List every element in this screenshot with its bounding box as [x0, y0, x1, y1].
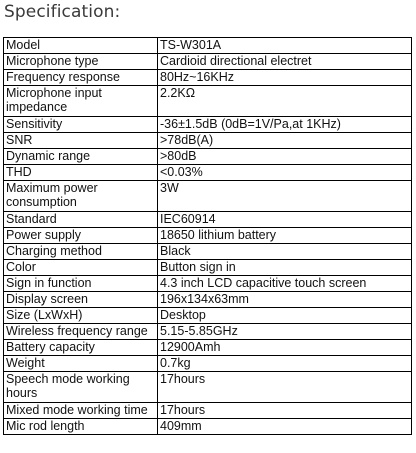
- table-row: [4, 54, 412, 70]
- spec-value: 18650 lithium battery: [158, 228, 412, 244]
- spec-value: <0.03%: [158, 165, 412, 181]
- spec-value: -36±1.5dB (0dB=1V/Pa,at 1KHz): [158, 117, 412, 133]
- spec-label: Microphone type: [4, 54, 158, 70]
- table-row: [4, 38, 412, 54]
- table-row: [4, 403, 412, 419]
- spec-value: 409mm: [158, 419, 412, 435]
- spec-label: Standard: [4, 212, 158, 228]
- page-title: Specification:: [4, 2, 121, 22]
- spec-label: SNR: [4, 133, 158, 149]
- table-row: [4, 165, 412, 181]
- table-row: [4, 372, 412, 403]
- spec-label: Display screen: [4, 292, 158, 308]
- spec-value: 12900Amh: [158, 340, 412, 356]
- table-row: [4, 117, 412, 133]
- spec-value: Desktop: [158, 308, 412, 324]
- spec-value: 17hours: [158, 403, 412, 419]
- specification-table: [3, 37, 412, 435]
- spec-label: THD: [4, 165, 158, 181]
- spec-label: Model: [4, 38, 158, 54]
- spec-value: 196x134x63mm: [158, 292, 412, 308]
- spec-label: Frequency response: [4, 70, 158, 86]
- spec-label: Speech mode working hours: [4, 372, 158, 403]
- spec-label: Microphone input impedance: [4, 86, 158, 117]
- spec-label: Battery capacity: [4, 340, 158, 356]
- spec-label: Color: [4, 260, 158, 276]
- spec-value: 5.15-5.85GHz: [158, 324, 412, 340]
- spec-value: 2.2KΩ: [158, 86, 412, 117]
- table-row: [4, 356, 412, 372]
- spec-label: Sign in function: [4, 276, 158, 292]
- spec-label: Weight: [4, 356, 158, 372]
- spec-value: 17hours: [158, 372, 412, 403]
- table-row: [4, 133, 412, 149]
- table-row: [4, 260, 412, 276]
- spec-label: Wireless frequency range: [4, 324, 158, 340]
- table-row: [4, 292, 412, 308]
- table-row: [4, 86, 412, 117]
- table-row: [4, 212, 412, 228]
- specification-table-body: [4, 38, 412, 435]
- spec-value: Button sign in: [158, 260, 412, 276]
- table-row: [4, 324, 412, 340]
- spec-value: 0.7kg: [158, 356, 412, 372]
- spec-value: 80Hz~16KHz: [158, 70, 412, 86]
- table-row: [4, 276, 412, 292]
- spec-value: Cardioid directional electret: [158, 54, 412, 70]
- table-row: [4, 340, 412, 356]
- spec-value: Black: [158, 244, 412, 260]
- spec-value: >80dB: [158, 149, 412, 165]
- spec-label: Dynamic range: [4, 149, 158, 165]
- table-row: [4, 181, 412, 212]
- table-row: [4, 244, 412, 260]
- spec-value: IEC60914: [158, 212, 412, 228]
- table-row: [4, 228, 412, 244]
- spec-label: Sensitivity: [4, 117, 158, 133]
- table-row: [4, 308, 412, 324]
- table-row: [4, 419, 412, 435]
- spec-label: Charging method: [4, 244, 158, 260]
- spec-label: Power supply: [4, 228, 158, 244]
- spec-label: Size (LxWxH): [4, 308, 158, 324]
- spec-label: Maximum power consumption: [4, 181, 158, 212]
- table-row: [4, 70, 412, 86]
- spec-label: Mixed mode working time: [4, 403, 158, 419]
- table-row: [4, 149, 412, 165]
- spec-value: 3W: [158, 181, 412, 212]
- spec-value: TS-W301A: [158, 38, 412, 54]
- spec-label: Mic rod length: [4, 419, 158, 435]
- spec-value: 4.3 inch LCD capacitive touch screen: [158, 276, 412, 292]
- spec-value: >78dB(A): [158, 133, 412, 149]
